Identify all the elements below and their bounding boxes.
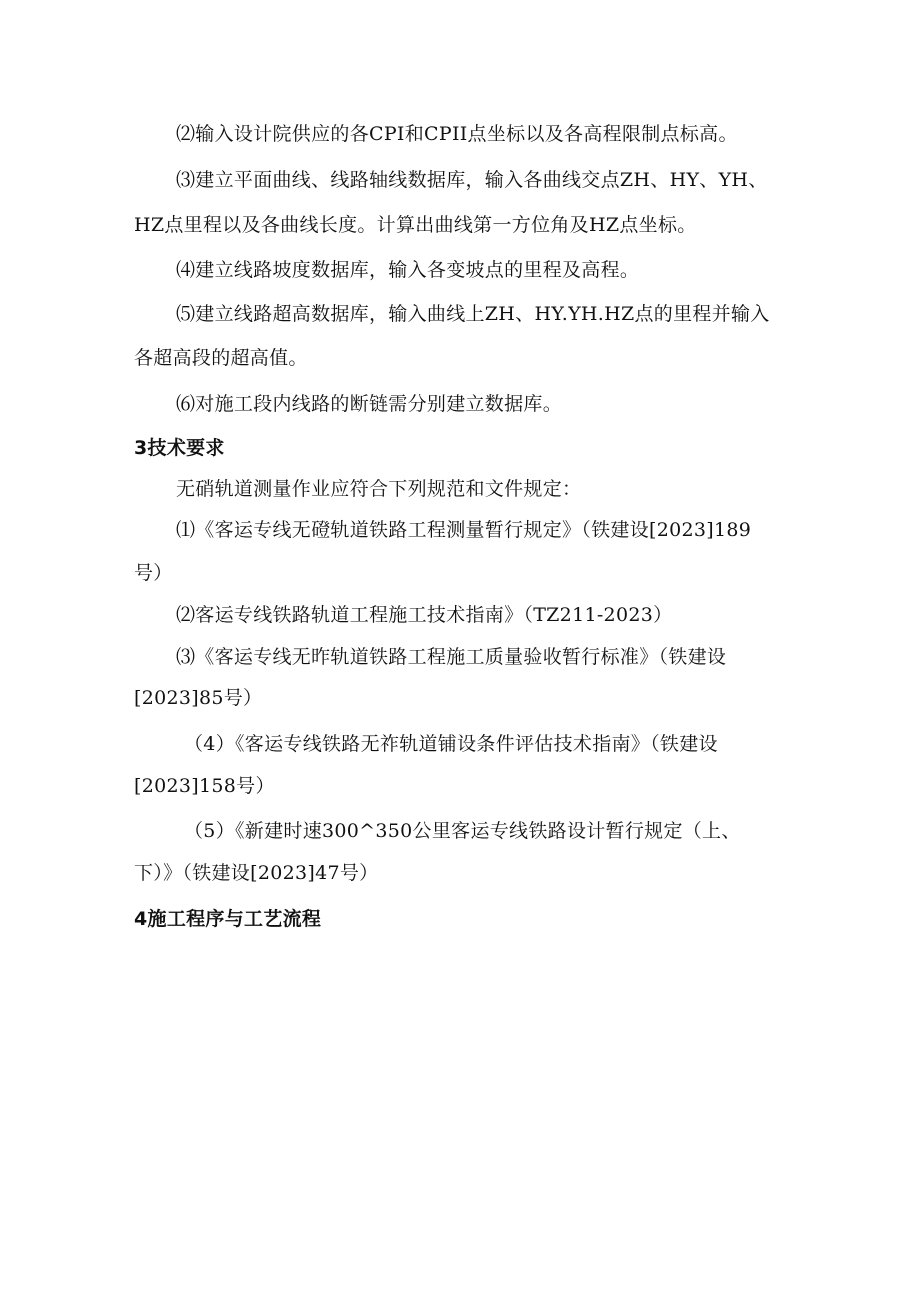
section-4-heading: 4施工程序与工艺流程 [134,908,322,930]
spec-item-2: ⑵客运专线铁路轨道工程施工技术指南》（TZ211-2023） [176,604,673,626]
paragraph-3-line-2: HZ点里程以及各曲线长度。计算出曲线第一方位角及HZ点坐标。 [134,214,697,236]
spec-item-1-line-2: 号） [134,562,173,584]
section-3-heading: 3技术要求 [134,437,225,459]
spec-item-4-line-1: （4）《客运专线铁路无祚轨道铺设条件评估技术指南》（铁建设 [184,733,718,755]
paragraph-5-line-1: ⑸建立线路超高数据库，输入曲线上ZH、HY.YH.HZ点的里程并输入 [176,303,770,325]
spec-item-3-line-2: [2023]85号） [134,687,263,709]
paragraph-2: ⑵输入设计院供应的各CPI和CPII点坐标以及各高程限制点标高。 [176,123,738,145]
spec-item-1-line-1: ⑴《客运专线无磴轨道铁路工程测量暂行规定》（铁建设[2023]189 [176,519,752,541]
paragraph-6: ⑹对施工段内线路的断链需分别建立数据库。 [176,393,563,415]
spec-item-3-line-1: ⑶《客运专线无昨轨道铁路工程施工质量验收暂行标准》（铁建设 [176,646,727,668]
section-3-intro: 无硝轨道测量作业应符合下列规范和文件规定： [176,478,582,500]
paragraph-5-line-2: 各超高段的超高值。 [134,347,308,369]
paragraph-3-line-1: ⑶建立平面曲线、线路轴线数据库，输入各曲线交点ZH、HY、YH、 [176,169,768,191]
spec-item-5-line-1: （5）《新建时速300^350公里客运专线铁路设计暂行规定（上、 [184,820,741,842]
spec-item-5-line-2: 下）》（铁建设[2023]47号） [134,862,379,884]
spec-item-4-line-2: [2023]158号） [134,775,275,797]
paragraph-4: ⑷建立线路坡度数据库，输入各变坡点的里程及高程。 [176,259,640,281]
